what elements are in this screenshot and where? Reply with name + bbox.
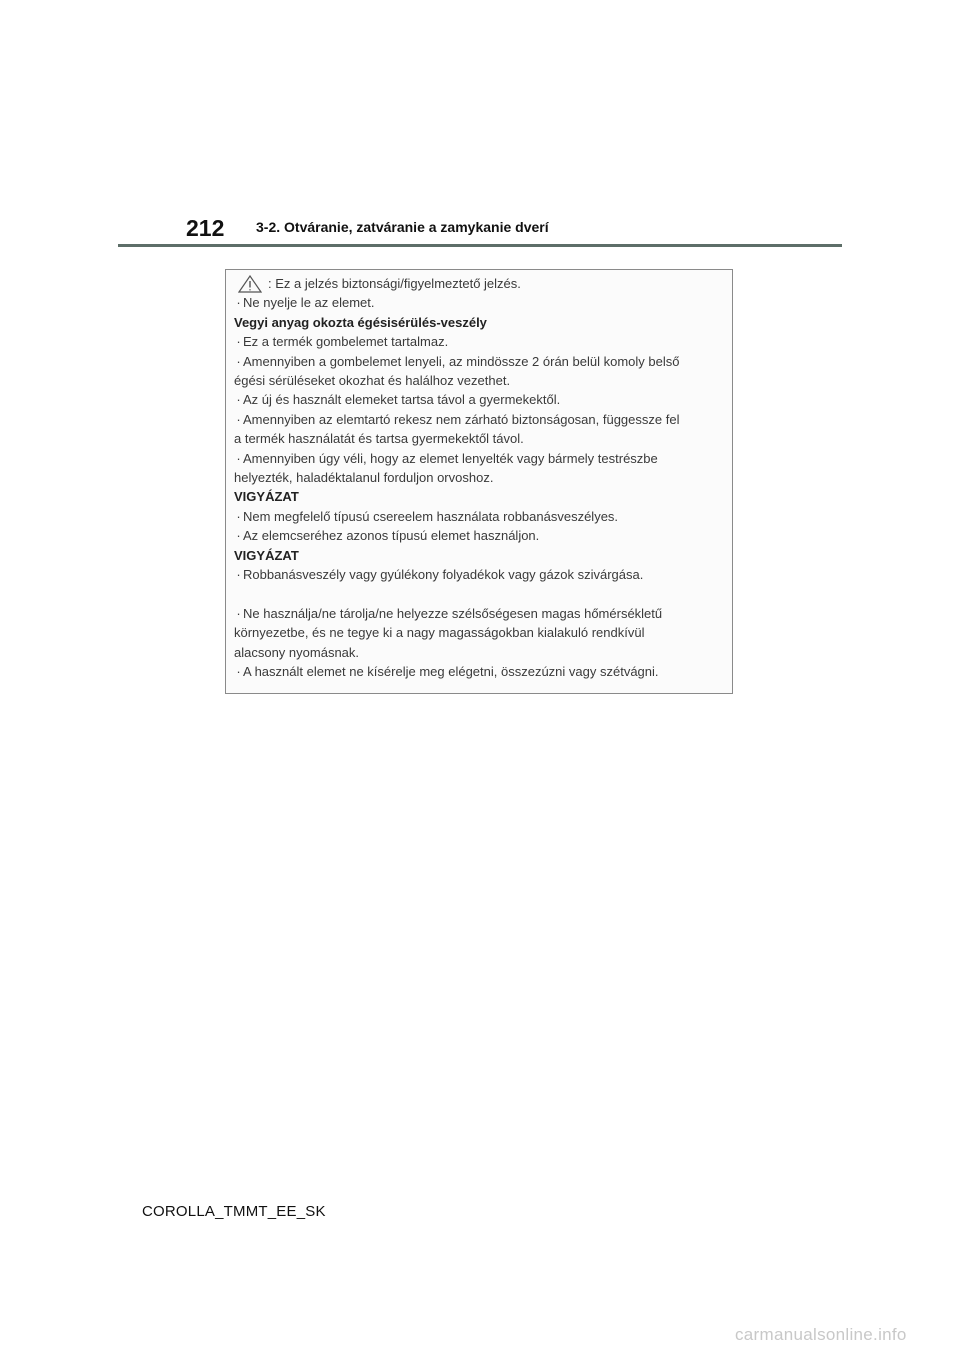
document-code: COROLLA_TMMT_EE_SK <box>142 1203 326 1220</box>
label-line <box>234 468 724 487</box>
label-text: Az új és használt elemeket tartsa távol a gyermekektől. <box>243 392 561 408</box>
watermark: carmanualsonline.info <box>735 1325 907 1344</box>
label-line <box>234 623 724 642</box>
label-line <box>234 371 724 390</box>
warning-triangle-icon <box>238 275 262 293</box>
bullet-dot: · <box>236 450 241 466</box>
label-line <box>234 604 724 623</box>
label-text: Robbanásveszély vagy gyúlékony folyadékok vagy gázok szivárgása. <box>243 567 644 583</box>
label-text: VIGYÁZAT <box>234 489 299 505</box>
label-text: Ne nyelje le az elemet. <box>243 295 375 311</box>
label-line <box>234 526 724 545</box>
label-heading <box>234 546 724 565</box>
label-line <box>234 429 724 448</box>
bullet-dot: · <box>236 295 241 311</box>
bullet-dot: · <box>236 392 241 408</box>
label-line <box>234 293 724 312</box>
label-text: Ne használja/ne tárolja/ne helyezze szélsőségesen magas hőmérsékletű <box>243 605 663 621</box>
label-heading <box>234 487 724 506</box>
label-text: Amennyiben az elemtartó rekesz nem zárható biztonságosan, függessze fel <box>243 411 680 427</box>
page-number: 212 <box>186 215 225 241</box>
bullet-dot: · <box>236 508 241 524</box>
label-text: Vegyi anyag okozta égésisérülés-veszély <box>234 314 487 330</box>
label-text: : Ez a jelzés biztonsági/figyelmeztető jelzés. <box>268 276 521 291</box>
label-line <box>234 449 724 468</box>
label-heading <box>234 313 724 332</box>
label-text: A használt elemet ne kísérelje meg elégetni, összezúzni vagy szétvágni. <box>243 664 659 680</box>
bullet-dot: · <box>236 353 241 369</box>
label-line <box>234 410 724 429</box>
bullet-dot: · <box>236 605 241 621</box>
label-line <box>234 274 724 293</box>
label-text: helyezték, haladéktalanul forduljon orvoshoz. <box>234 470 494 486</box>
label-line <box>234 352 724 371</box>
label-text: Az elemcseréhez azonos típusú elemet használjon. <box>243 528 540 544</box>
label-text: égési sérüléseket okozhat és halálhoz vezethet. <box>234 373 511 389</box>
bullet-dot: · <box>236 334 241 350</box>
label-text: Amennyiben úgy véli, hogy az elemet lenyelték vagy bármely testrészbe <box>243 450 658 466</box>
bullet-dot: · <box>236 664 241 680</box>
label-line <box>234 390 724 409</box>
label-line <box>234 662 724 681</box>
label-text: környezetbe, és ne tegye ki a nagy magasságokban kialakuló rendkívül <box>234 625 645 641</box>
label-text: alacsony nyomásnak. <box>234 644 360 660</box>
label-line <box>234 565 724 584</box>
header-rule <box>118 244 842 247</box>
bullet-dot: · <box>236 528 241 544</box>
label-text: Amennyiben a gombelemet lenyeli, az mindössze 2 órán belül komoly belső <box>243 353 680 369</box>
label-line <box>234 507 724 526</box>
label-content <box>234 274 724 682</box>
label-line <box>234 643 724 662</box>
blank-line <box>234 585 724 604</box>
label-text: Ez a termék gombelemet tartalmaz. <box>243 334 449 350</box>
label-line <box>234 332 724 351</box>
bullet-dot: · <box>236 411 241 427</box>
label-text: a termék használatát és tartsa gyermekektől távol. <box>234 431 524 447</box>
section-title: 3-2. Otváranie, zatváranie a zamykanie dverí <box>256 219 549 235</box>
label-text: Nem megfelelő típusú csereelem használata robbanásveszélyes. <box>243 508 619 524</box>
battery-warning-label <box>225 269 733 694</box>
bullet-dot: · <box>236 567 241 583</box>
label-text: VIGYÁZAT <box>234 547 299 563</box>
